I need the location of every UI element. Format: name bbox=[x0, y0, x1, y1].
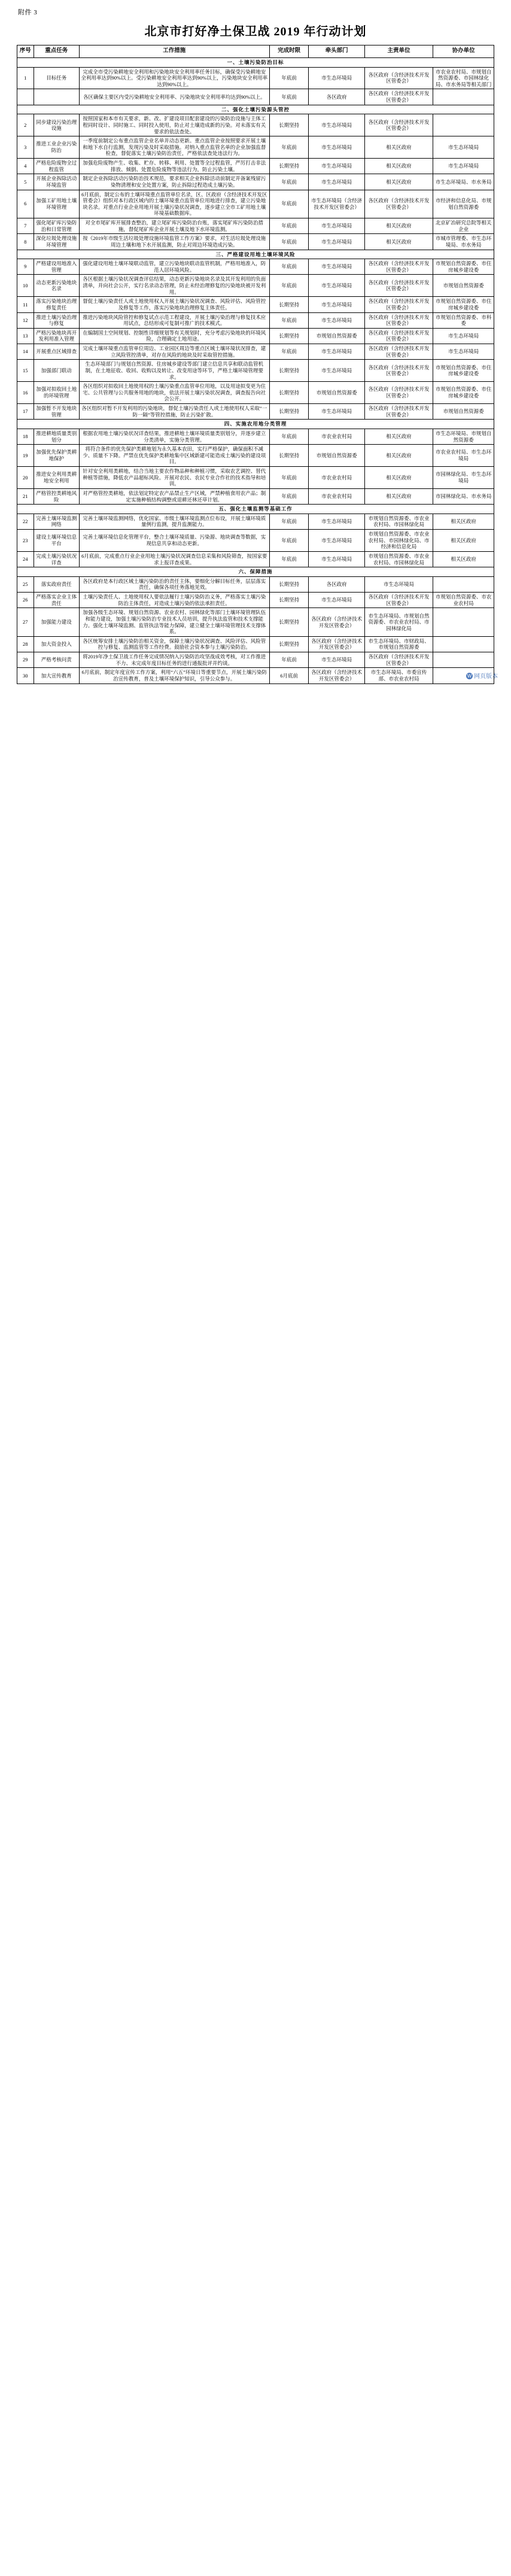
row-index: 10 bbox=[17, 275, 34, 297]
row-measures: 完善土壤环境监测网络，优化国家、市级土壤环境监测点位布设，开展土壤环境质量例行监测，提升监测能力。 bbox=[79, 514, 269, 529]
row-main: 各区政府（含经济技术开发区管委会） bbox=[364, 67, 433, 89]
table-row bbox=[17, 593, 494, 608]
row-deadline: 年底前 bbox=[269, 488, 309, 504]
row-deadline: 年底前 bbox=[269, 218, 309, 234]
row-task: 严格考核问责 bbox=[34, 652, 79, 668]
row-assist: 市经济和信息化局、市规划自然资源委 bbox=[433, 190, 494, 218]
row-index: 28 bbox=[17, 636, 34, 652]
row-measures: 完成土壤环境重点监管单位周边、工业园区周边等重点区域土壤环境状况排查，建立风险管控清单，对存在风险的地块及时采取管控措施。 bbox=[79, 344, 269, 360]
row-index: 19 bbox=[17, 445, 34, 467]
row-measures: 一季度前制定公布重点监管企业名单并动态更新。重点监管企业按照要求开展土壤和地下水自行监测，发现污染及时采取措施。对纳入重点监管名单的企业加强监督检查，督促落实土壤污染防治责任，严格依法查处违法行为。 bbox=[79, 136, 269, 159]
row-main: 相关区政府 bbox=[364, 467, 433, 489]
row-main: 市规划自然资源委、市农业农村局、市园林绿化局 bbox=[364, 551, 433, 567]
table-row bbox=[17, 467, 494, 489]
row-lead: 市生态环境局 bbox=[309, 114, 364, 136]
section-heading-row bbox=[17, 250, 494, 259]
row-deadline: 长期坚持 bbox=[269, 404, 309, 420]
row-measures: 各区组织对拟收回土地使用权的土壤污染重点监管单位用地，以及用途拟变更为住宅、公共管理与公共服务用地的地块，依法开展土壤污染状况调查，调查报告向社会公开。 bbox=[79, 382, 269, 404]
row-assist: 市规划自然资源委、市住房城乡建设委 bbox=[433, 382, 494, 404]
row-main: 各区政府（含经济技术开发区管委会） bbox=[364, 382, 433, 404]
row-measures: 强化建设用地土壤环境联动监管，建立污染地块联动监管机制，严格用地准入，防范人居环境风险。 bbox=[79, 259, 269, 275]
row-main: 各区政府（含经济技术开发区管委会） bbox=[364, 404, 433, 420]
table-row bbox=[17, 67, 494, 89]
row-measures: 根据农用地土壤污染状况详查结果，推进耕地土壤环境质量类别划分，并逐步建立分类清单，实施分类管理。 bbox=[79, 429, 269, 444]
table-row bbox=[17, 234, 494, 250]
row-deadline: 年底前 bbox=[269, 259, 309, 275]
row-lead: 市生态环境局 bbox=[309, 297, 364, 312]
row-lead: 市规划自然资源委 bbox=[309, 382, 364, 404]
section-heading-row bbox=[17, 505, 494, 514]
row-deadline: 年底前 bbox=[269, 530, 309, 552]
row-main: 各区政府（含经济技术开发区管委会） bbox=[364, 259, 433, 275]
row-task: 严格污染地块再开发利用准入管理 bbox=[34, 328, 79, 344]
row-index bbox=[17, 89, 34, 105]
table-row bbox=[17, 136, 494, 159]
row-index: 24 bbox=[17, 551, 34, 567]
row-task: 完善土壤环境监测网络 bbox=[34, 514, 79, 529]
row-index: 5 bbox=[17, 174, 34, 190]
row-lead: 各区政府 bbox=[309, 576, 364, 592]
row-task: 加强能力建设 bbox=[34, 608, 79, 637]
row-main: 市生态环境局 bbox=[364, 576, 433, 592]
section-heading: 一、土壤污染防治目标 bbox=[17, 57, 494, 67]
row-task: 加大资金投入 bbox=[34, 636, 79, 652]
row-index: 3 bbox=[17, 136, 34, 159]
row-deadline: 年底前 bbox=[269, 551, 309, 567]
row-deadline: 年底前 bbox=[269, 275, 309, 297]
row-lead: 市农业农村局 bbox=[309, 429, 364, 444]
row-measures: 生态环境部门与规划自然资源、住房城乡建设等部门建立信息共享和联动监管机制，在土地征收、收回、收购以及转让、改变用途等环节，严格土壤环境管理要求。 bbox=[79, 360, 269, 382]
row-deadline: 长期坚持 bbox=[269, 382, 309, 404]
row-task: 目标任务 bbox=[34, 67, 79, 89]
row-task: 推进土壤污染治理与修复 bbox=[34, 312, 79, 328]
row-lead: 市生态环境局 bbox=[309, 259, 364, 275]
row-task: 深化垃圾处理设施环境管理 bbox=[34, 234, 79, 250]
row-task: 加强工矿用地土壤环境管理 bbox=[34, 190, 79, 218]
table-row bbox=[17, 576, 494, 592]
row-measures: 加强各级生态环境、规划自然资源、农业农村、园林绿化等部门土壤环境管理队伍和能力建设，加强土壤污染防治专业技术人员培训，提升执法监管和技术支撑能力。强化土壤环境监测、监管执法等能力保障，建立健全土壤环境管理技术支撑体系。 bbox=[79, 608, 269, 637]
row-deadline: 6月底前 bbox=[269, 668, 309, 684]
row-task: 开展重点区域排查 bbox=[34, 344, 79, 360]
row-index: 16 bbox=[17, 382, 34, 404]
row-main: 相关区政府 bbox=[364, 445, 433, 467]
row-task: 加强优先保护类耕地保护 bbox=[34, 445, 79, 467]
row-index: 4 bbox=[17, 159, 34, 174]
section-heading: 三、严格建设用地土壤环境风险 bbox=[17, 250, 494, 259]
row-measures: 督促土壤污染责任人或土地使用权人开展土壤污染状况调查、风险评估、风险管控及修复等工作，落实污染地块治理修复主体责任。 bbox=[79, 297, 269, 312]
row-index: 18 bbox=[17, 429, 34, 444]
row-assist: 市生态环境局 bbox=[433, 328, 494, 344]
section-heading: 二、强化土壤污染源头管控 bbox=[17, 105, 494, 114]
row-assist bbox=[433, 89, 494, 105]
row-main: 各区政府（含经济技术开发区管委会） bbox=[364, 89, 433, 105]
row-assist: 市生态环境局、市水务局 bbox=[433, 174, 494, 190]
row-measures: 对全市尾矿库开展排查整治，建立尾矿库污染防治台账，落实尾矿库污染防治措施，督促尾矿库企业开展土壤及地下水环境监测。 bbox=[79, 218, 269, 234]
row-index: 20 bbox=[17, 467, 34, 489]
row-lead: 各区政府（含经济技术开发区管委会） bbox=[309, 668, 364, 684]
row-measures: 制定企业拆除活动污染防治技术规范，要求相关企业拆除活动前制定并备案残留污染物清理和安全处置方案，防止拆除过程造成土壤污染。 bbox=[79, 174, 269, 190]
table-row bbox=[17, 429, 494, 444]
row-deadline: 长期坚持 bbox=[269, 297, 309, 312]
row-assist: 相关区政府 bbox=[433, 514, 494, 529]
row-task: 推进安全利用类耕地安全利用 bbox=[34, 467, 79, 489]
row-deadline: 年底前 bbox=[269, 234, 309, 250]
row-lead: 市生态环境局 bbox=[309, 67, 364, 89]
row-assist: 相关区政府 bbox=[433, 530, 494, 552]
row-assist: 市园林绿化局、市生态环境局 bbox=[433, 467, 494, 489]
row-main: 各区政府（含经济技术开发区管委会） bbox=[364, 312, 433, 328]
row-measures: 完善土壤环境信息化管理平台，整合土壤环境质量、污染源、地块调查等数据，实现信息共享和动态更新。 bbox=[79, 530, 269, 552]
row-assist: 市规划自然资源委、市住房城乡建设委 bbox=[433, 360, 494, 382]
page-title: 北京市打好净土保卫战 2019 年行动计划 bbox=[144, 25, 367, 38]
section-heading: 四、实施农用地分类管理 bbox=[17, 420, 494, 429]
row-index: 26 bbox=[17, 593, 34, 608]
table-row bbox=[17, 312, 494, 328]
table-row bbox=[17, 218, 494, 234]
row-measures: 各区统筹安排土壤污染防治相关资金，保障土壤污染状况调查、风险评估、风险管控与修复、监测监管等工作经费。鼓励社会资本参与土壤污染防治。 bbox=[79, 636, 269, 652]
row-task: 开展企业拆除活动环境监管 bbox=[34, 174, 79, 190]
table-row bbox=[17, 404, 494, 420]
row-assist: 市生态环境局 bbox=[433, 344, 494, 360]
row-main: 各区政府（含经济技术开发区管委会） bbox=[364, 344, 433, 360]
row-measures: 各区政府是本行政区域土壤污染防治的责任主体，要细化分解目标任务，层层落实责任，确保各项任务落地见效。 bbox=[79, 576, 269, 592]
row-main: 各区政府（含经济技术开发区管委会） bbox=[364, 593, 433, 608]
row-assist: 北京矿冶研究总院等相关企业 bbox=[433, 218, 494, 234]
row-measures: 推进污染地块风险管控和修复试点示范工程建设，开展土壤污染治理与修复技术应用试点，总结形成可复制可推广的技术模式。 bbox=[79, 312, 269, 328]
row-measures: 土壤污染责任人、土地使用权人要依法履行土壤污染防治义务，严格落实土壤污染防治主体责任，对造成土壤污染的依法承担责任。 bbox=[79, 593, 269, 608]
row-lead: 市农业农村局 bbox=[309, 467, 364, 489]
row-deadline: 长期坚持 bbox=[269, 328, 309, 344]
row-measures: 加强危险废物产生、收集、贮存、转移、利用、处置等全过程监管，严厉打击非法排放、倾倒、处置危险废物等违法行为，防止污染土壤。 bbox=[79, 159, 269, 174]
row-lead: 市生态环境局 bbox=[309, 312, 364, 328]
row-measures: 各区确保主要区内受污染耕地安全利用率、污染地块安全利用率均达到90%以上。 bbox=[79, 89, 269, 105]
table-row bbox=[17, 190, 494, 218]
section-heading-row bbox=[17, 420, 494, 429]
document-page bbox=[0, 0, 511, 702]
th-main: 主责单位 bbox=[364, 45, 433, 58]
section-heading-row bbox=[17, 567, 494, 577]
row-assist: 市规划自然资源委 bbox=[433, 275, 494, 297]
row-assist bbox=[433, 636, 494, 652]
table-row bbox=[17, 514, 494, 529]
row-deadline: 长期坚持 bbox=[269, 360, 309, 382]
row-index: 14 bbox=[17, 344, 34, 360]
row-measures: 在编制国土空间规划、控制性详细规划等有关规划时，充分考虑污染地块的环境风险，合理确定土地用途。 bbox=[79, 328, 269, 344]
row-index: 30 bbox=[17, 668, 34, 684]
row-deadline: 长期坚持 bbox=[269, 608, 309, 637]
watermark-text: 网页版本 bbox=[474, 673, 498, 680]
row-assist: 市规划自然资源委、市农业农村局 bbox=[433, 593, 494, 608]
row-main: 市规划自然资源委、市农业农村局、市园林绿化局 bbox=[364, 514, 433, 529]
table-row bbox=[17, 89, 494, 105]
row-lead: 市生态环境局 bbox=[309, 514, 364, 529]
row-measures: 将符合条件的优先保护类耕地划为永久基本农田，实行严格保护，确保面积不减少、质量不下降。严禁在优先保护类耕地集中区域新建可能造成土壤污染的建设项目。 bbox=[79, 445, 269, 467]
row-measures: 将2019年净土保卫战工作任务完成情况纳入污染防治攻坚战成效考核，对工作推进不力、未完成年度目标任务的进行通报批评并约谈。 bbox=[79, 652, 269, 668]
section-heading: 六、保障措施 bbox=[17, 567, 494, 577]
row-lead: 市生态环境局 bbox=[309, 234, 364, 250]
table-row bbox=[17, 328, 494, 344]
row-deadline: 年底前 bbox=[269, 652, 309, 668]
table-row bbox=[17, 297, 494, 312]
th-measures: 工作措施 bbox=[79, 45, 269, 58]
row-assist bbox=[433, 576, 494, 592]
row-index: 11 bbox=[17, 297, 34, 312]
row-measures: 按《2019年市级生活垃圾处理设施环境监管工作方案》要求，对生活垃圾处理设施周边土壤和地下水开展监测，防止对周边环境造成污染。 bbox=[79, 234, 269, 250]
row-deadline: 年底前 bbox=[269, 344, 309, 360]
row-deadline: 长期坚持 bbox=[269, 576, 309, 592]
row-main: 相关区政府 bbox=[364, 218, 433, 234]
row-deadline: 年底前 bbox=[269, 190, 309, 218]
row-index: 29 bbox=[17, 652, 34, 668]
row-deadline: 长期坚持 bbox=[269, 159, 309, 174]
row-assist: 市生态环境局 bbox=[433, 159, 494, 174]
table-row bbox=[17, 382, 494, 404]
row-assist: 市城市管理委、市生态环境局、市水务局 bbox=[433, 234, 494, 250]
row-assist: 市生态环境局、市规划自然资源委 bbox=[433, 429, 494, 444]
row-index: 7 bbox=[17, 218, 34, 234]
row-main: 市生态环境局、市财政局、市规划自然资源委 bbox=[364, 636, 433, 652]
row-task: 落实政府责任 bbox=[34, 576, 79, 592]
row-index: 25 bbox=[17, 576, 34, 592]
row-assist: 市规划自然资源委、市住房城乡建设委 bbox=[433, 297, 494, 312]
row-assist: 市生态环境局 bbox=[433, 136, 494, 159]
row-deadline: 年底前 bbox=[269, 174, 309, 190]
row-index: 23 bbox=[17, 530, 34, 552]
watermark-badge bbox=[466, 671, 498, 680]
row-task: 落实污染地块治理修复责任 bbox=[34, 297, 79, 312]
row-task: 严格危险废物全过程监管 bbox=[34, 159, 79, 174]
section-heading: 五、强化土壤监测等基础工作 bbox=[17, 505, 494, 514]
row-main: 相关区政府 bbox=[364, 488, 433, 504]
table-row bbox=[17, 174, 494, 190]
row-assist bbox=[433, 114, 494, 136]
table-row bbox=[17, 488, 494, 504]
row-assist: 市规划自然资源委、市住房城乡建设委 bbox=[433, 259, 494, 275]
th-index: 序号 bbox=[17, 45, 34, 58]
row-lead: 市生态环境局 bbox=[309, 174, 364, 190]
section-heading-row bbox=[17, 105, 494, 114]
table-row bbox=[17, 275, 494, 297]
section-heading-row bbox=[17, 57, 494, 67]
row-main: 各区政府（含经济技术开发区管委会） bbox=[364, 328, 433, 344]
row-main: 相关区政府 bbox=[364, 136, 433, 159]
row-measures: 6月底前，制定公布的土壤环境重点监管单位名录，区、区政府（含经济技术开发区管委会）组织对本行政区域内的土壤环境重点监管单位用地进行排查，建立污染地块名录。对重点行业企业用地开展土壤污染状况调查，逐步建立全市工矿用地土壤环境基础数据库。 bbox=[79, 190, 269, 218]
row-lead: 市生态环境局 bbox=[309, 593, 364, 608]
table-row bbox=[17, 530, 494, 552]
row-lead: 市农业农村局 bbox=[309, 488, 364, 504]
th-task: 重点任务 bbox=[34, 45, 79, 58]
row-index: 13 bbox=[17, 328, 34, 344]
row-lead: 市生态环境局 bbox=[309, 275, 364, 297]
row-main: 相关区政府 bbox=[364, 429, 433, 444]
row-main: 市规划自然资源委、市农业农村局、市园林绿化局、市经济和信息化局 bbox=[364, 530, 433, 552]
row-lead: 各区政府（含经济技术开发区管委会） bbox=[309, 608, 364, 637]
row-main: 市生态环境局、市规划自然资源委、市农业农村局、市园林绿化局 bbox=[364, 608, 433, 637]
row-task: 同步建设污染治理设施 bbox=[34, 114, 79, 136]
row-main: 相关区政府 bbox=[364, 174, 433, 190]
row-main: 相关区政府 bbox=[364, 159, 433, 174]
row-main: 各区政府（含经济技术开发区管委会） bbox=[364, 297, 433, 312]
row-assist: 市规划自然资源委 bbox=[433, 404, 494, 420]
row-measures: 各区根据土壤污染状况调查评估结果，动态更新污染地块名录及其开发利用的负面清单，并向社会公开，实行名录动态管理，防止未经治理修复的污染地块被开发利用。 bbox=[79, 275, 269, 297]
row-index: 2 bbox=[17, 114, 34, 136]
row-measures: 对严格管控类耕地，依法划定特定农产品禁止生产区域，严禁种植食用农产品；制定实施种植结构调整或退耕还林还草计划。 bbox=[79, 488, 269, 504]
watermark-dot-icon: W bbox=[467, 673, 472, 679]
row-main: 各区政府（含经济技术开发区管委会） bbox=[364, 114, 433, 136]
table-row bbox=[17, 445, 494, 467]
row-measures: 6月底前，完成重点行业企业用地土壤污染状况调查信息采集和风险筛查，按国家要求上报详查成果。 bbox=[79, 551, 269, 567]
row-main: 各区政府（含经济技术开发区管委会） bbox=[364, 190, 433, 218]
row-deadline: 长期坚持 bbox=[269, 636, 309, 652]
row-index: 15 bbox=[17, 360, 34, 382]
row-index: 12 bbox=[17, 312, 34, 328]
row-index: 22 bbox=[17, 514, 34, 529]
row-deadline: 年底前 bbox=[269, 312, 309, 328]
row-assist: 市规划自然资源委、市科委 bbox=[433, 312, 494, 328]
row-lead: 市生态环境局（含经济技术开发区管委会） bbox=[309, 190, 364, 218]
row-index: 8 bbox=[17, 234, 34, 250]
row-task: 严格建设用地准入管理 bbox=[34, 259, 79, 275]
row-lead: 市生态环境局 bbox=[309, 360, 364, 382]
row-deadline: 年底前 bbox=[269, 467, 309, 489]
row-task: 加强部门联动 bbox=[34, 360, 79, 382]
row-main: 各区政府（含经济技术开发区管委会） bbox=[364, 652, 433, 668]
row-task: 加强暂不开发地块管理 bbox=[34, 404, 79, 420]
row-index: 9 bbox=[17, 259, 34, 275]
row-measures: 完成全市受污染耕地安全利用和污染地块安全利用率任务目标，确保受污染耕地安全利用率达到90%以上。受污染耕地安全利用率达到90%以上，污染地块安全利用率达到90%以上。 bbox=[79, 67, 269, 89]
table-row bbox=[17, 344, 494, 360]
row-lead: 市生态环境局 bbox=[309, 159, 364, 174]
row-index: 1 bbox=[17, 67, 34, 89]
row-lead: 各区政府 bbox=[309, 89, 364, 105]
row-lead: 市生态环境局 bbox=[309, 344, 364, 360]
row-deadline: 长期坚持 bbox=[269, 445, 309, 467]
table-row bbox=[17, 114, 494, 136]
table-row bbox=[17, 608, 494, 637]
row-index: 21 bbox=[17, 488, 34, 504]
row-task: 推进工业企业污染防治 bbox=[34, 136, 79, 159]
row-lead: 市生态环境局 bbox=[309, 218, 364, 234]
row-task: 建设土壤环境信息平台 bbox=[34, 530, 79, 552]
row-lead: 市生态环境局 bbox=[309, 136, 364, 159]
row-measures: 按照国家和本市有关要求，新、改、扩建设项目配套建设的污染防治设施与主体工程同时设计、同时施工、同时投入使用，防止对土壤造成新的污染。对未落实有关要求的依法查处。 bbox=[79, 114, 269, 136]
row-task: 推进耕地质量类别划分 bbox=[34, 429, 79, 444]
row-main: 各区政府（含经济技术开发区管委会） bbox=[364, 275, 433, 297]
row-task: 强化尾矿库污染防治和日常管理 bbox=[34, 218, 79, 234]
row-deadline: 长期坚持 bbox=[269, 114, 309, 136]
row-lead: 市生态环境局 bbox=[309, 652, 364, 668]
row-assist: 市农业农村局、市生态环境局 bbox=[433, 445, 494, 467]
table-row bbox=[17, 551, 494, 567]
table-row bbox=[17, 652, 494, 668]
row-deadline: 年底前 bbox=[269, 514, 309, 529]
row-measures: 针对安全利用类耕地，结合当地主要农作物品种和种植习惯，采取农艺调控、替代种植等措施，降低农产品超标风险。开展对农民、农民专业合作社的技术指导和培训。 bbox=[79, 467, 269, 489]
row-measures: 各区组织对暂不开发利用的污染地块，督促土壤污染责任人或土地使用权人采取“一防一隔”等管控措施，防止污染扩散。 bbox=[79, 404, 269, 420]
table-row bbox=[17, 259, 494, 275]
table-row bbox=[17, 668, 494, 684]
row-index: 17 bbox=[17, 404, 34, 420]
row-task: 加强对拟收回土地的环境管理 bbox=[34, 382, 79, 404]
row-task: 严格落实企业主体责任 bbox=[34, 593, 79, 608]
row-assist: 市园林绿化局、市水务局 bbox=[433, 488, 494, 504]
row-deadline: 年底前 bbox=[269, 429, 309, 444]
row-task: 严格管控类耕地风险 bbox=[34, 488, 79, 504]
row-task: 加大宣传教育 bbox=[34, 668, 79, 684]
row-assist: 相关区政府 bbox=[433, 551, 494, 567]
row-deadline: 年底前 bbox=[269, 67, 309, 89]
row-task: 完成土壤污染状况详查 bbox=[34, 551, 79, 567]
table-row bbox=[17, 636, 494, 652]
row-assist bbox=[433, 652, 494, 668]
row-index: 27 bbox=[17, 608, 34, 637]
row-task bbox=[34, 89, 79, 105]
row-assist: 市农业农村局、市规划自然资源委、市园林绿化局、市水务局等相关部门 bbox=[433, 67, 494, 89]
table-row bbox=[17, 159, 494, 174]
row-measures: 6月底前，制定年度宣传工作方案，利用“六五”环境日等重要节点，开展土壤污染防治宣传教育，普及土壤环境保护知识，引导公众参与。 bbox=[79, 668, 269, 684]
row-assist bbox=[433, 608, 494, 637]
row-index: 6 bbox=[17, 190, 34, 218]
row-main: 市生态环境局、市委宣传部、市农业农村局 bbox=[364, 668, 433, 684]
row-lead: 市生态环境局 bbox=[309, 551, 364, 567]
row-lead: 各区政府（含经济技术开发区管委会） bbox=[309, 636, 364, 652]
row-deadline: 长期坚持 bbox=[269, 593, 309, 608]
row-task: 动态更新污染地块名录 bbox=[34, 275, 79, 297]
attachment-label: 附件 3 bbox=[18, 9, 38, 16]
table-header-row bbox=[17, 45, 494, 58]
table-row bbox=[17, 360, 494, 382]
row-lead: 市生态环境局 bbox=[309, 404, 364, 420]
th-assist: 协办单位 bbox=[433, 45, 494, 58]
th-lead: 牵头部门 bbox=[309, 45, 364, 58]
row-deadline: 年底前 bbox=[269, 89, 309, 105]
row-main: 相关区政府 bbox=[364, 234, 433, 250]
th-deadline: 完成时限 bbox=[269, 45, 309, 58]
row-deadline: 年底前 bbox=[269, 136, 309, 159]
row-lead: 市规划自然资源委 bbox=[309, 445, 364, 467]
row-main: 各区政府（含经济技术开发区管委会） bbox=[364, 360, 433, 382]
action-plan-table bbox=[17, 45, 494, 684]
row-lead: 市规划自然资源委 bbox=[309, 328, 364, 344]
row-lead: 市生态环境局 bbox=[309, 530, 364, 552]
